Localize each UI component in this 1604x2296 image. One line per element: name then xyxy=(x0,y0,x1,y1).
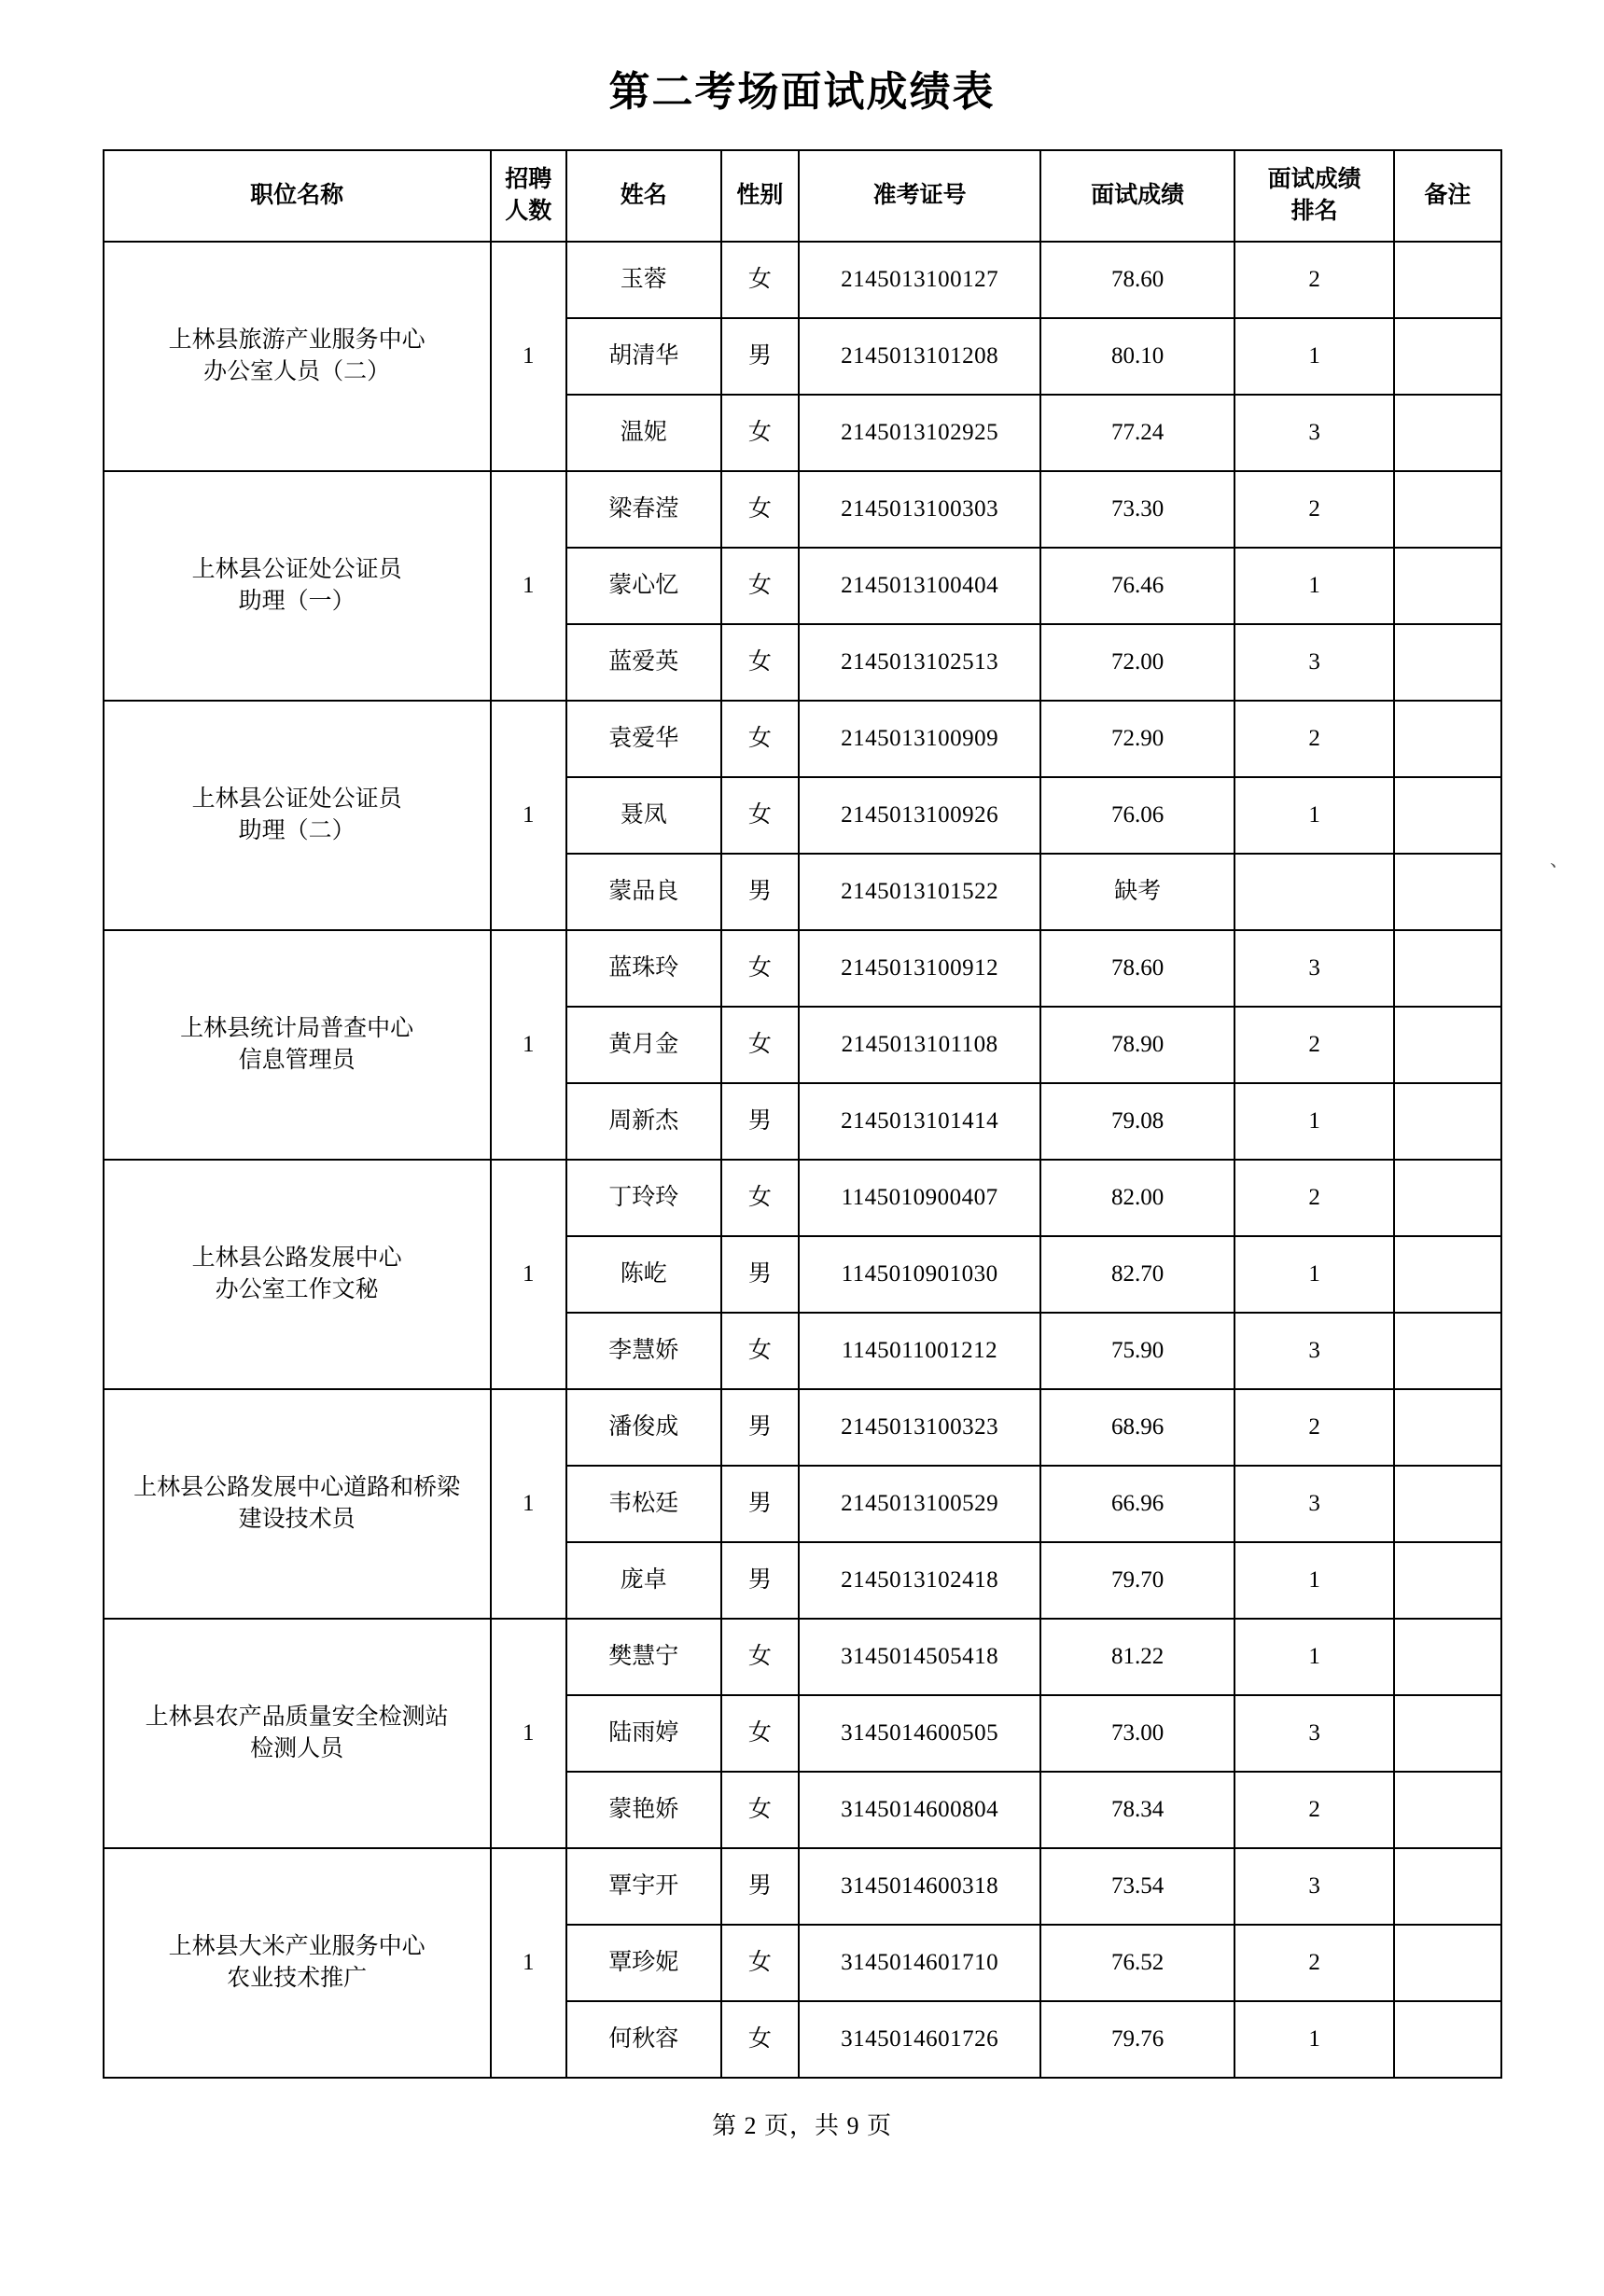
name-cell: 覃宇开 xyxy=(566,1848,721,1925)
note-cell xyxy=(1394,1160,1500,1236)
note-cell xyxy=(1394,624,1500,701)
exam-id-cell: 3145014601710 xyxy=(799,1925,1041,2001)
position-line-2: 农业技术推广 xyxy=(227,1966,368,1991)
note-cell xyxy=(1394,1542,1500,1619)
rank-cell: 1 xyxy=(1234,318,1394,395)
name-cell: 庞卓 xyxy=(566,1542,721,1619)
page-title: 第二考场面试成绩表 xyxy=(608,69,996,115)
name-cell: 蒙艳娇 xyxy=(566,1772,721,1848)
note-cell xyxy=(1394,1007,1500,1083)
gender-cell: 女 xyxy=(721,930,799,1007)
table-row xyxy=(104,1619,1501,1695)
header-recruit-count-line2: 人数 xyxy=(505,199,552,224)
exam-id-cell: 3145014600505 xyxy=(799,1695,1041,1772)
rank-cell: 2 xyxy=(1234,1160,1394,1236)
note-cell xyxy=(1394,395,1500,471)
rank-cell: 3 xyxy=(1234,1848,1394,1925)
exam-id-cell: 1145011001212 xyxy=(799,1313,1041,1389)
exam-id-cell: 3145014505418 xyxy=(799,1619,1041,1695)
position-line-1: 上林县大米产业服务中心 xyxy=(168,1934,425,1960)
header-rank xyxy=(1234,150,1394,242)
score-cell: 78.90 xyxy=(1040,1007,1234,1083)
recruit-count-cell: 1 xyxy=(491,701,566,930)
recruit-count-cell: 1 xyxy=(491,471,566,701)
note-cell xyxy=(1394,1848,1500,1925)
gender-cell: 女 xyxy=(721,1925,799,2001)
table-body xyxy=(104,242,1501,2078)
score-cell: 78.34 xyxy=(1040,1772,1234,1848)
gender-cell: 男 xyxy=(721,1083,799,1160)
position-line-1: 上林县公路发展中心道路和桥梁 xyxy=(133,1475,461,1501)
rank-cell: 3 xyxy=(1234,624,1394,701)
position-line-1: 上林县公证处公证员 xyxy=(191,557,402,583)
rank-cell: 2 xyxy=(1234,471,1394,548)
name-cell: 潘俊成 xyxy=(566,1389,721,1466)
exam-id-cell: 1145010901030 xyxy=(799,1236,1041,1313)
score-cell: 79.76 xyxy=(1040,2001,1234,2078)
exam-id-cell: 2145013101522 xyxy=(799,854,1041,930)
position-line-1: 上林县公证处公证员 xyxy=(191,786,402,813)
position-cell xyxy=(104,1619,491,1848)
position-cell xyxy=(104,930,491,1160)
grade-table-container xyxy=(103,149,1502,2079)
exam-id-cell: 2145013100323 xyxy=(799,1389,1041,1466)
recruit-count-cell: 1 xyxy=(491,930,566,1160)
gender-cell: 女 xyxy=(721,701,799,777)
table-header-row xyxy=(104,150,1501,242)
exam-id-cell: 2145013100909 xyxy=(799,701,1041,777)
rank-cell: 2 xyxy=(1234,1007,1394,1083)
header-name: 姓名 xyxy=(566,150,721,242)
position-line-2: 检测人员 xyxy=(250,1736,344,1761)
score-cell: 73.00 xyxy=(1040,1695,1234,1772)
table-row xyxy=(104,1848,1501,1925)
score-cell: 76.46 xyxy=(1040,548,1234,624)
header-rank-line1: 面试成绩 xyxy=(1267,167,1361,193)
recruit-count-cell: 1 xyxy=(491,1619,566,1848)
score-cell: 78.60 xyxy=(1040,930,1234,1007)
table-row xyxy=(104,701,1501,777)
recruit-count-cell: 1 xyxy=(491,1160,566,1389)
name-cell: 樊慧宁 xyxy=(566,1619,721,1695)
note-cell xyxy=(1394,777,1500,854)
table-header xyxy=(104,150,1501,242)
rank-cell: 2 xyxy=(1234,1772,1394,1848)
rank-cell: 2 xyxy=(1234,701,1394,777)
note-cell xyxy=(1394,1466,1500,1542)
name-cell: 袁爱华 xyxy=(566,701,721,777)
rank-cell xyxy=(1234,854,1394,930)
header-score: 面试成绩 xyxy=(1040,150,1234,242)
name-cell: 胡清华 xyxy=(566,318,721,395)
name-cell: 陆雨婷 xyxy=(566,1695,721,1772)
note-cell xyxy=(1394,854,1500,930)
gender-cell: 女 xyxy=(721,777,799,854)
score-cell: 79.70 xyxy=(1040,1542,1234,1619)
score-cell: 80.10 xyxy=(1040,318,1234,395)
rank-cell: 2 xyxy=(1234,1389,1394,1466)
rank-cell: 1 xyxy=(1234,777,1394,854)
exam-id-cell: 3145014600804 xyxy=(799,1772,1041,1848)
position-line-1: 上林县统计局普查中心 xyxy=(180,1016,414,1042)
name-cell: 蒙心忆 xyxy=(566,548,721,624)
name-cell: 聂凤 xyxy=(566,777,721,854)
position-line-2: 信息管理员 xyxy=(238,1048,356,1073)
exam-id-cell: 2145013100127 xyxy=(799,242,1041,318)
score-cell: 82.00 xyxy=(1040,1160,1234,1236)
exam-id-cell: 3145014600318 xyxy=(799,1848,1041,1925)
rank-cell: 1 xyxy=(1234,548,1394,624)
position-cell xyxy=(104,1389,491,1619)
position-line-1: 上林县公路发展中心 xyxy=(191,1245,402,1272)
rank-cell: 1 xyxy=(1234,1083,1394,1160)
gender-cell: 女 xyxy=(721,1695,799,1772)
position-line-2: 助理（一） xyxy=(238,589,356,614)
gender-cell: 男 xyxy=(721,854,799,930)
exam-id-cell: 2145013100404 xyxy=(799,548,1041,624)
gender-cell: 男 xyxy=(721,1848,799,1925)
position-cell xyxy=(104,242,491,471)
recruit-count-cell: 1 xyxy=(491,1848,566,2078)
gender-cell: 女 xyxy=(721,1772,799,1848)
recruit-count-cell: 1 xyxy=(491,1389,566,1619)
position-line-1: 上林县农产品质量安全检测站 xyxy=(145,1705,449,1731)
score-cell: 79.08 xyxy=(1040,1083,1234,1160)
position-cell xyxy=(104,471,491,701)
position-line-2: 建设技术员 xyxy=(238,1507,356,1532)
gender-cell: 男 xyxy=(721,1466,799,1542)
rank-cell: 1 xyxy=(1234,1542,1394,1619)
rank-cell: 3 xyxy=(1234,1695,1394,1772)
score-cell: 78.60 xyxy=(1040,242,1234,318)
note-cell xyxy=(1394,701,1500,777)
rank-cell: 1 xyxy=(1234,1619,1394,1695)
note-cell xyxy=(1394,1925,1500,2001)
gender-cell: 男 xyxy=(721,1389,799,1466)
note-cell xyxy=(1394,930,1500,1007)
position-cell xyxy=(104,1160,491,1389)
rank-cell: 1 xyxy=(1234,2001,1394,2078)
exam-id-cell: 1145010900407 xyxy=(799,1160,1041,1236)
gender-cell: 女 xyxy=(721,1313,799,1389)
table-row xyxy=(104,471,1501,548)
name-cell: 韦松廷 xyxy=(566,1466,721,1542)
gender-cell: 女 xyxy=(721,471,799,548)
gender-cell: 女 xyxy=(721,1160,799,1236)
note-cell xyxy=(1394,1695,1500,1772)
name-cell: 梁春滢 xyxy=(566,471,721,548)
score-cell: 76.06 xyxy=(1040,777,1234,854)
header-exam-id: 准考证号 xyxy=(799,150,1041,242)
table-row xyxy=(104,1389,1501,1466)
gender-cell: 男 xyxy=(721,1236,799,1313)
exam-id-cell: 2145013101108 xyxy=(799,1007,1041,1083)
gender-cell: 女 xyxy=(721,1619,799,1695)
position-line-2: 办公室工作文秘 xyxy=(215,1277,379,1302)
note-cell xyxy=(1394,1083,1500,1160)
name-cell: 蒙品良 xyxy=(566,854,721,930)
name-cell: 温妮 xyxy=(566,395,721,471)
note-cell xyxy=(1394,1619,1500,1695)
name-cell: 黄月金 xyxy=(566,1007,721,1083)
score-cell: 81.22 xyxy=(1040,1619,1234,1695)
name-cell: 蓝珠玲 xyxy=(566,930,721,1007)
position-line-2: 助理（二） xyxy=(238,818,356,843)
rank-cell: 3 xyxy=(1234,1313,1394,1389)
stray-ink-mark: 、 xyxy=(1550,850,1569,870)
exam-id-cell: 2145013102513 xyxy=(799,624,1041,701)
name-cell: 周新杰 xyxy=(566,1083,721,1160)
gender-cell: 男 xyxy=(721,318,799,395)
note-cell xyxy=(1394,1772,1500,1848)
exam-id-cell: 2145013102418 xyxy=(799,1542,1041,1619)
exam-id-cell: 2145013102925 xyxy=(799,395,1041,471)
position-cell xyxy=(104,701,491,930)
score-cell: 68.96 xyxy=(1040,1389,1234,1466)
score-cell: 77.24 xyxy=(1040,395,1234,471)
gender-cell: 女 xyxy=(721,395,799,471)
table-row xyxy=(104,930,1501,1007)
note-cell xyxy=(1394,1236,1500,1313)
score-cell: 66.96 xyxy=(1040,1466,1234,1542)
exam-id-cell: 2145013100303 xyxy=(799,471,1041,548)
header-note: 备注 xyxy=(1394,150,1500,242)
score-cell: 76.52 xyxy=(1040,1925,1234,2001)
exam-id-cell: 2145013100529 xyxy=(799,1466,1041,1542)
header-gender: 性别 xyxy=(721,150,799,242)
header-recruit-count-line1: 招聘 xyxy=(505,167,552,193)
name-cell: 玉蓉 xyxy=(566,242,721,318)
rank-cell: 2 xyxy=(1234,1925,1394,2001)
exam-id-cell: 2145013100912 xyxy=(799,930,1041,1007)
score-cell: 缺考 xyxy=(1040,854,1234,930)
rank-cell: 2 xyxy=(1234,242,1394,318)
note-cell xyxy=(1394,471,1500,548)
score-cell: 73.30 xyxy=(1040,471,1234,548)
name-cell: 李慧娇 xyxy=(566,1313,721,1389)
header-rank-line2: 排名 xyxy=(1290,199,1338,224)
header-position: 职位名称 xyxy=(104,150,491,242)
gender-cell: 女 xyxy=(721,624,799,701)
gender-cell: 女 xyxy=(721,548,799,624)
gender-cell: 女 xyxy=(721,2001,799,2078)
rank-cell: 3 xyxy=(1234,395,1394,471)
position-line-1: 上林县旅游产业服务中心 xyxy=(168,327,425,354)
name-cell: 何秋容 xyxy=(566,2001,721,2078)
position-line-2: 办公室人员（二） xyxy=(203,359,391,384)
exam-id-cell: 2145013100926 xyxy=(799,777,1041,854)
exam-id-cell: 2145013101414 xyxy=(799,1083,1041,1160)
score-cell: 72.00 xyxy=(1040,624,1234,701)
name-cell: 丁玲玲 xyxy=(566,1160,721,1236)
name-cell: 陈屹 xyxy=(566,1236,721,1313)
note-cell xyxy=(1394,2001,1500,2078)
rank-cell: 3 xyxy=(1234,1466,1394,1542)
exam-id-cell: 3145014601726 xyxy=(799,2001,1041,2078)
rank-cell: 3 xyxy=(1234,930,1394,1007)
table-row xyxy=(104,1160,1501,1236)
note-cell xyxy=(1394,318,1500,395)
header-recruit-count xyxy=(491,150,566,242)
name-cell: 蓝爱英 xyxy=(566,624,721,701)
position-cell xyxy=(104,1848,491,2078)
score-cell: 73.54 xyxy=(1040,1848,1234,1925)
table-row xyxy=(104,242,1501,318)
gender-cell: 女 xyxy=(721,242,799,318)
gender-cell: 男 xyxy=(721,1542,799,1619)
exam-id-cell: 2145013101208 xyxy=(799,318,1041,395)
score-cell: 75.90 xyxy=(1040,1313,1234,1389)
note-cell xyxy=(1394,548,1500,624)
gender-cell: 女 xyxy=(721,1007,799,1083)
note-cell xyxy=(1394,242,1500,318)
note-cell xyxy=(1394,1389,1500,1466)
rank-cell: 1 xyxy=(1234,1236,1394,1313)
score-cell: 82.70 xyxy=(1040,1236,1234,1313)
page-footer: 第 2 页，共 9 页 xyxy=(711,2112,892,2139)
note-cell xyxy=(1394,1313,1500,1389)
score-cell: 72.90 xyxy=(1040,701,1234,777)
name-cell: 覃珍妮 xyxy=(566,1925,721,2001)
interview-score-table xyxy=(103,149,1502,2079)
recruit-count-cell: 1 xyxy=(491,242,566,471)
